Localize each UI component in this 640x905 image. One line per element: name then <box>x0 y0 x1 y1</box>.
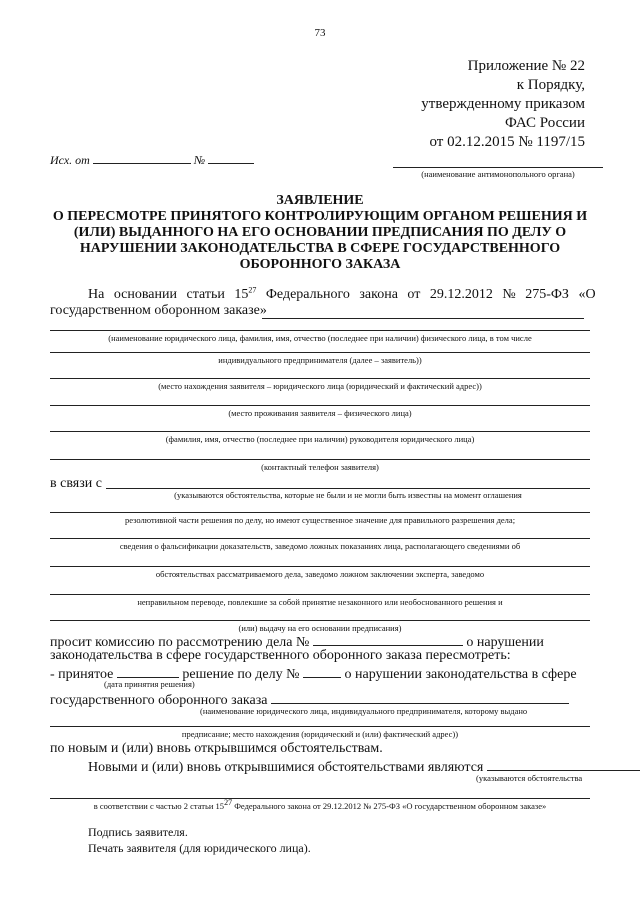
legal-address-field[interactable] <box>50 378 590 379</box>
footer-text-b: Федерального закона от 29.12.2012 № 275-ФЗ «О государственном оборонном заказе» <box>232 801 547 811</box>
caption-addressee-b: предписание; место нахождения (юридический и (или) фактический адрес)) <box>181 729 459 739</box>
footer-sup: 27 <box>224 798 233 808</box>
footer-text-a: в соответствии с частью 2 статьи 15 <box>93 801 225 811</box>
caption-residence: (место проживания заявителя – физического лица) <box>228 408 412 418</box>
in-connection-label: в связи с <box>50 476 102 491</box>
intro-sup: 27 <box>248 285 257 295</box>
request-text-d: решение по делу № <box>182 667 300 682</box>
title-line-3: (ИЛИ) ВЫДАННОГО НА ЕГО ОСНОВАНИИ ПРЕДПИСАНИЯ ПО ДЕЛУ О <box>73 225 567 240</box>
circumstances-field-6[interactable] <box>50 620 590 621</box>
head-name-field[interactable] <box>50 431 590 432</box>
appendix-line-5: от 02.12.2015 № 1197/15 <box>429 134 585 150</box>
outgoing-no-label: № <box>193 153 206 167</box>
outgoing-date-field[interactable] <box>93 152 191 164</box>
caption-circumstances-5: неправильном переводе, повлекшие за собой принятие незаконного или необоснованного решения и <box>137 597 503 607</box>
decision-case-number-field[interactable] <box>303 664 341 678</box>
new-circumstances-field[interactable] <box>487 757 640 771</box>
title-line-4: НАРУШЕНИИ ЗАКОНОДАТЕЛЬСТВА В СФЕРЕ ГОСУДАРСТВЕННОГО <box>79 241 561 256</box>
title-line-1: ЗАЯВЛЕНИЕ <box>276 193 364 208</box>
outgoing-number <box>50 152 254 168</box>
outgoing-from-label: Исх. от <box>50 153 90 167</box>
decision-date-field[interactable] <box>117 664 179 678</box>
circumstances-field-4[interactable] <box>50 566 590 567</box>
outgoing-number-field[interactable] <box>208 152 254 164</box>
intro-line-2 <box>50 303 267 319</box>
request-text-b: о нарушении <box>466 635 544 650</box>
title-line-5: ОБОРОННОГО ЗАКАЗА <box>239 257 401 272</box>
circumstances-field[interactable] <box>106 488 590 489</box>
appendix-line-4: ФАС России <box>505 115 585 131</box>
circumstances-field-2[interactable] <box>50 512 590 513</box>
caption-legal-address: (место нахождения заявителя – юридического лица (юридический и фактический адрес)) <box>158 381 482 391</box>
signature-line: Подпись заявителя. <box>88 825 188 839</box>
prescription-addressee-field[interactable] <box>271 690 569 704</box>
caption-circumstances-3: сведения о фальсификации доказательств, заведомо ложных показаниях лица, располагающего сведениями об <box>119 541 521 551</box>
caption-phone: (контактный телефон заявителя) <box>261 462 379 472</box>
intro-text-b: Федерального закона от 29.12.2012 № 275-ФЗ «О <box>256 287 596 302</box>
appendix-line-1: Приложение № 22 <box>467 58 585 74</box>
caption-circumstances-6: (или) выдачу на его основании предписания) <box>238 623 402 633</box>
new-circumstances-field-2[interactable] <box>50 798 590 799</box>
caption-circumstances-4: обстоятельствах рассматриваемого дела, заведомо ложном заключении эксперта, заведомо <box>155 569 485 579</box>
intro-fill-line[interactable] <box>262 318 584 319</box>
phone-field[interactable] <box>50 459 590 460</box>
circumstances-field-5[interactable] <box>50 594 590 595</box>
caption-circumstances-2: резолютивной части решения по делу, но имеют существенное значение для правильного разрешения дела; <box>124 515 516 525</box>
applicant-name-field-2[interactable] <box>50 352 590 353</box>
org-name-field[interactable] <box>393 167 603 168</box>
request-text-a: просит комиссию по рассмотрению дела № <box>50 635 310 650</box>
request-text-c: - принятое <box>50 667 114 682</box>
residence-field[interactable] <box>50 405 590 406</box>
org-caption: (наименование антимонопольного органа) <box>421 169 575 179</box>
caption-head-name: (фамилия, имя, отчество (последнее при наличии) руководителя юридического лица) <box>165 434 475 444</box>
intro-line-1 <box>88 287 596 303</box>
caption-footer-law <box>50 798 590 811</box>
intro-text-c: государственном оборонном заказе» <box>50 303 267 318</box>
stamp-line: Печать заявителя (для юридического лица). <box>88 841 311 855</box>
caption-circumstances-1: (указываются обстоятельства, которые не были и не могли быть известны на момент оглашения <box>174 490 522 500</box>
caption-addressee-a: (наименование юридического лица, индивидуального предпринимателя, которому выдано <box>200 706 528 716</box>
request-text-e: о нарушении законодательства в сфере <box>344 667 577 682</box>
request-line-2: законодательства в сфере государственного оборонного заказа пересмотреть: <box>50 648 511 663</box>
appendix-line-2: к Порядку, <box>516 77 585 93</box>
appendix-header <box>395 57 585 152</box>
caption-decision-date: (дата принятия решения) <box>104 679 195 689</box>
request-text-g: Новыми и (или) вновь открывшимися обстоятельствами являются <box>88 760 484 775</box>
caption-circumstances-new: (указываются обстоятельства <box>476 773 583 783</box>
title-line-2: О ПЕРЕСМОТРЕ ПРИНЯТОГО КОНТРОЛИРУЮЩИМ ОРГАНОМ РЕШЕНИЯ И <box>52 209 588 224</box>
addressee-field-2[interactable] <box>50 726 590 727</box>
appendix-line-3: утвержденному приказом <box>421 96 585 112</box>
caption-applicant-type: индивидуального предпринимателя (далее – заявитель)) <box>218 355 422 365</box>
request-line-5: по новым и (или) вновь открывшимся обстоятельствам. <box>50 741 383 756</box>
document-title <box>40 193 600 273</box>
case-number-field[interactable] <box>313 632 463 646</box>
circumstances-field-3[interactable] <box>50 538 590 539</box>
caption-applicant-name: (наименование юридического лица, фамилия, имя, отчество (последнее при наличии) физического лица, в том числе <box>108 333 532 343</box>
request-text-f: государственного оборонного заказа <box>50 693 268 708</box>
intro-text-a: На основании статьи 15 <box>88 287 249 302</box>
applicant-name-field[interactable] <box>50 330 590 331</box>
page-number: 73 <box>314 27 326 39</box>
